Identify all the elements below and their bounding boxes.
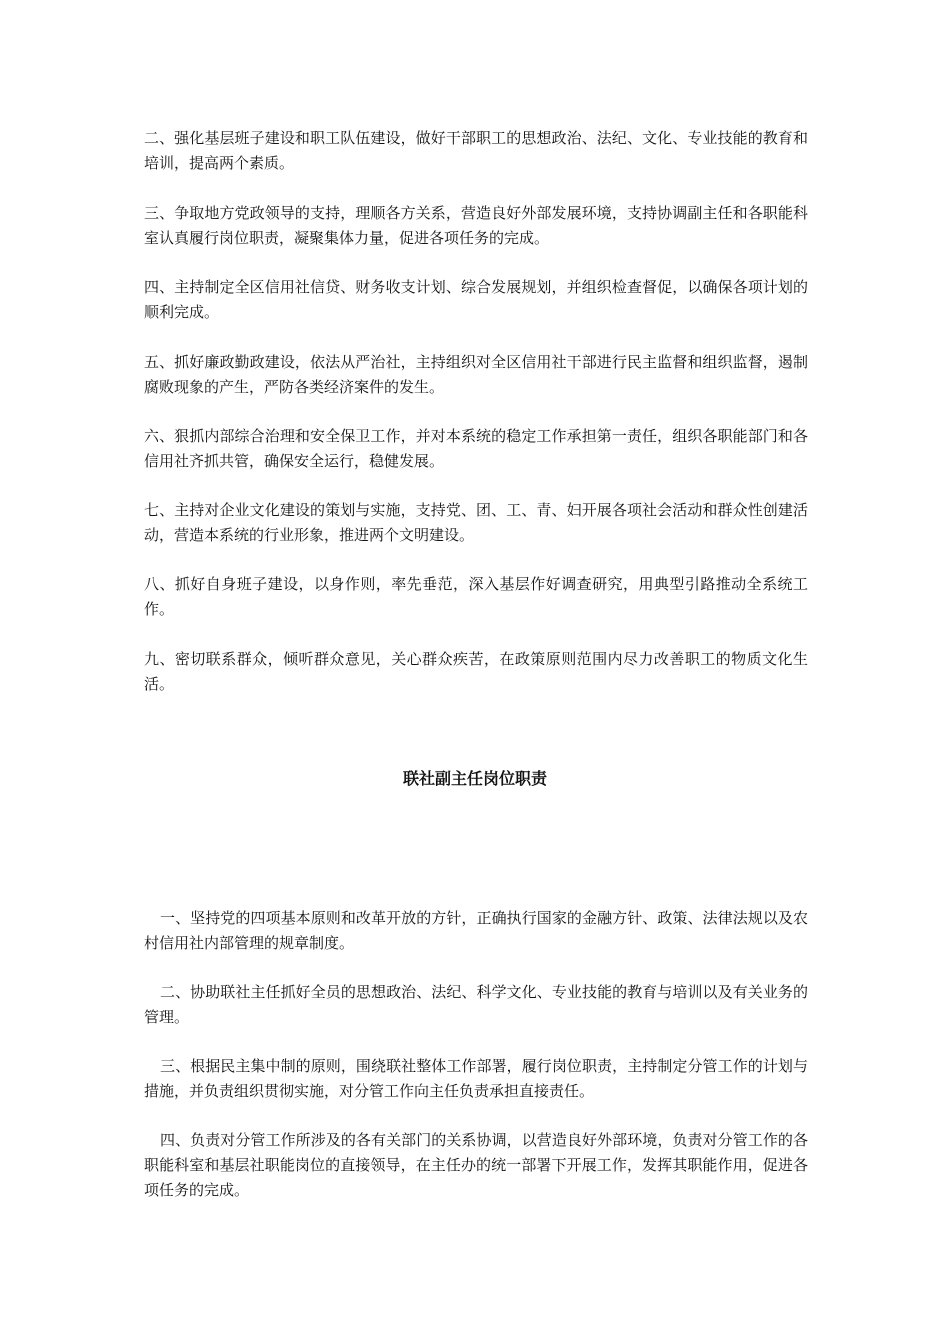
deputy-duty-paragraph-1: 一、坚持党的四项基本原则和改革开放的方针，正确执行国家的金融方针、政策、法律法规以及农村信用社内部管理的规章制度。 bbox=[144, 909, 808, 952]
duty-paragraph-3: 三、争取地方党政领导的支持，理顺各方关系，营造良好外部发展环境，支持协调副主任和各职能科室认真履行岗位职责，凝聚集体力量，促进各项任务的完成。 bbox=[144, 204, 808, 247]
duty-paragraph-8: 八、抓好自身班子建设，以身作则，率先垂范，深入基层作好调查研究，用典型引路推动全系统工作。 bbox=[144, 575, 808, 618]
duty-paragraph-9: 九、密切联系群众，倾听群众意见，关心群众疾苦，在政策原则范围内尽力改善职工的物质文化生活。 bbox=[144, 650, 808, 693]
deputy-duty-paragraph-2: 二、协助联社主任抓好全员的思想政治、法纪、科学文化、专业技能的教育与培训以及有关业务的管理。 bbox=[144, 983, 808, 1026]
duty-paragraph-6: 六、狠抓内部综合治理和安全保卫工作，并对本系统的稳定工作承担第一责任，组织各职能部门和各信用社齐抓共管，确保安全运行，稳健发展。 bbox=[144, 427, 808, 470]
duty-paragraph-7: 七、主持对企业文化建设的策划与实施，支持党、团、工、青、妇开展各项社会活动和群众性创建活动，营造本系统的行业形象，推进两个文明建设。 bbox=[144, 501, 808, 544]
deputy-duty-paragraph-3: 三、根据民主集中制的原则，围绕联社整体工作部署，履行岗位职责，主持制定分管工作的计划与措施，并负责组织贯彻实施，对分管工作向主任负责承担直接责任。 bbox=[144, 1057, 808, 1100]
duty-paragraph-5: 五、抓好廉政勤政建设，依法从严治社，主持组织对全区信用社干部进行民主监督和组织监督，遏制腐败现象的产生，严防各类经济案件的发生。 bbox=[144, 353, 808, 396]
duty-paragraph-2: 二、强化基层班子建设和职工队伍建设，做好干部职工的思想政治、法纪、文化、专业技能的教育和培训，提高两个素质。 bbox=[144, 129, 808, 172]
section-title: 联社副主任岗位职责 bbox=[402, 769, 547, 788]
duty-paragraph-4: 四、主持制定全区信用社信贷、财务收支计划、综合发展规划，并组织检查督促，以确保各项计划的顺利完成。 bbox=[144, 278, 808, 321]
deputy-duty-paragraph-4: 四、负责对分管工作所涉及的各有关部门的关系协调，以营造良好外部环境，负责对分管工作的各职能科室和基层社职能岗位的直接领导，在主任办的统一部署下开展工作，发挥其职能作用，促进各项任务的完成。 bbox=[144, 1131, 808, 1199]
